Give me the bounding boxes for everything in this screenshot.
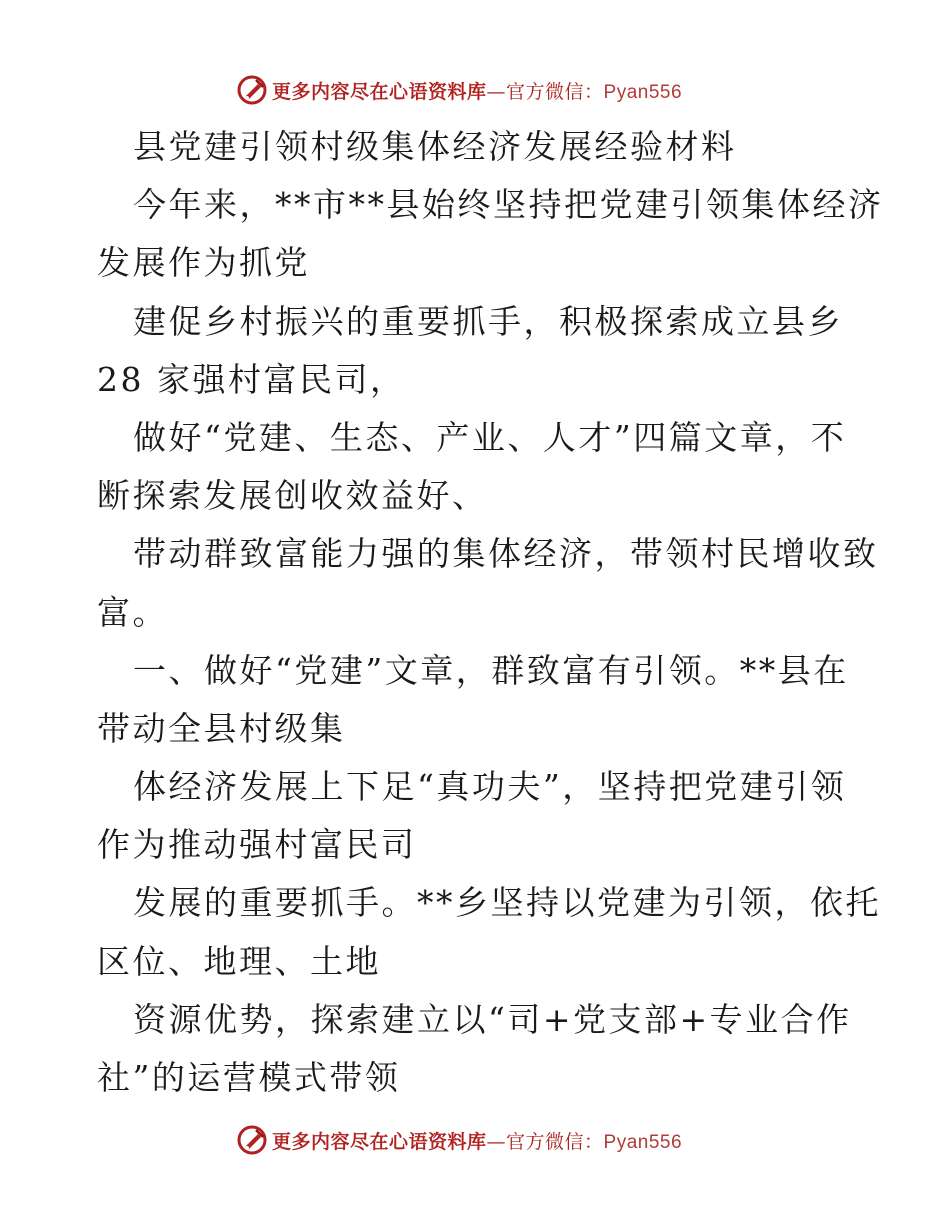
paragraph-line: 体经济发展上下足“真功夫”，坚持把党建引领: [133, 767, 847, 807]
paragraph-line: 资源优势，探索建立以“司+党支部+专业合作: [133, 999, 852, 1039]
document-title: 县党建引领村级集体经济发展经验材料: [133, 127, 737, 166]
banner-title: 更多内容尽在心语资料库: [272, 1130, 487, 1153]
paragraph-line: 发展作为抓党: [97, 243, 310, 283]
paragraph-line: 28 家强村富民司，: [97, 359, 406, 399]
pen-logo-icon: [236, 1124, 268, 1156]
paragraph-line: 区位、地理、土地: [97, 941, 381, 981]
paragraph-line: 建促乡村振兴的重要抓手，积极探索成立县乡: [133, 301, 843, 341]
banner-separator: —: [486, 1130, 507, 1153]
banner-wechat-id: Pyan556: [603, 81, 683, 103]
paragraph-line: 断探索发展创收效益好、: [97, 476, 488, 516]
section-heading-line: 一、做好“党建”文章，群致富有引领。**县在: [133, 650, 849, 690]
document-body: [97, 118, 884, 1107]
paragraph-line: 社”的运营模式带领: [97, 1058, 401, 1097]
banner-wechat-id: Pyan556: [603, 1131, 683, 1153]
banner-title: 更多内容尽在心语资料库: [272, 80, 487, 103]
banner-wechat-label: 官方微信：: [506, 80, 604, 103]
pen-logo-icon: [236, 74, 268, 106]
paragraph-line: 做好“党建、生态、产业、人才”四篇文章，不: [133, 417, 847, 457]
paragraph-line: 富。: [97, 592, 168, 632]
footer-banner: [236, 1122, 682, 1158]
paragraph-line: 带动群致富能力强的集体经济，带领村民增收致: [133, 534, 879, 574]
header-banner: [236, 72, 682, 108]
banner-separator: —: [486, 80, 507, 103]
paragraph-line: 今年来，**市**县始终坚持把党建引领集体经济: [133, 185, 884, 225]
banner-wechat-label: 官方微信：: [506, 1130, 604, 1153]
paragraph-line: 带动全县村级集: [97, 708, 346, 748]
paragraph-line: 发展的重要抓手。**乡坚持以党建为引领，依托: [133, 883, 881, 923]
paragraph-line: 作为推动强村富民司: [97, 825, 417, 865]
